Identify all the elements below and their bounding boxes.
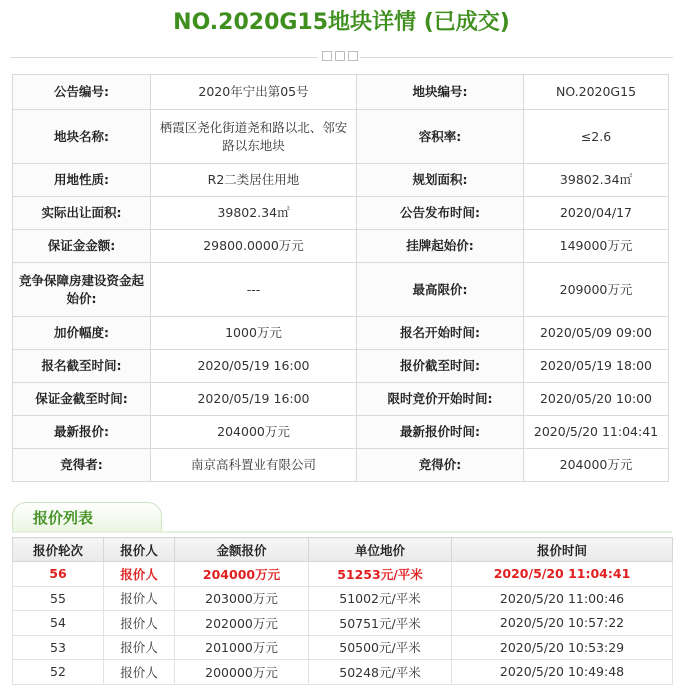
- start-price-label: 挂牌起始价:: [357, 230, 524, 263]
- quote-time: 2020/5/20 11:00:46: [452, 586, 673, 611]
- quote-bidder: 报价人: [104, 660, 175, 685]
- quote-bidder: 报价人: [104, 562, 175, 587]
- table-row: [13, 562, 673, 587]
- latest-bid-value: 204000万元: [151, 416, 357, 449]
- quote-amount: 202000万元: [175, 611, 309, 636]
- detail-row: [13, 197, 669, 230]
- detail-row: [13, 110, 669, 164]
- quote-time: 2020/5/20 11:04:41: [452, 562, 673, 587]
- title-divider-dots: [322, 51, 358, 63]
- detail-row: [13, 449, 669, 482]
- publish-date-value: 2020/04/17: [524, 197, 669, 230]
- housing-fund-start-value: ---: [151, 263, 357, 317]
- registration-end-label: 报名截至时间:: [13, 350, 151, 383]
- table-row: [13, 660, 673, 685]
- winner-label: 竞得者:: [13, 449, 151, 482]
- housing-fund-start-label: 竞争保障房建设资金起始价:: [13, 263, 151, 317]
- quote-unit-price: 50500元/平米: [309, 635, 452, 660]
- detail-row: [13, 75, 669, 110]
- col-header-time: 报价时间: [452, 538, 673, 562]
- registration-end-value: 2020/05/19 16:00: [151, 350, 357, 383]
- quote-round: 55: [13, 586, 104, 611]
- detail-row: [13, 230, 669, 263]
- divider-square-icon: [335, 51, 345, 61]
- land-use-label: 用地性质:: [13, 164, 151, 197]
- quote-round: 56: [13, 562, 104, 587]
- latest-bid-time-label: 最新报价时间:: [357, 416, 524, 449]
- quote-list-table: [12, 537, 673, 685]
- detail-row: [13, 263, 669, 317]
- tab-underline: [12, 531, 672, 533]
- detail-row: [13, 416, 669, 449]
- quote-amount: 204000万元: [175, 562, 309, 587]
- increment-label: 加价幅度:: [13, 317, 151, 350]
- tab-quote-list[interactable]: 报价列表: [12, 502, 162, 532]
- plot-ratio-label: 容积率:: [357, 110, 524, 164]
- parcel-no-label: 地块编号:: [357, 75, 524, 110]
- col-header-round: 报价轮次: [13, 538, 104, 562]
- land-use-value: R2二类居住用地: [151, 164, 357, 197]
- quote-header-row: [13, 538, 673, 562]
- quote-time: 2020/5/20 10:49:48: [452, 660, 673, 685]
- parcel-no-value: NO.2020G15: [524, 75, 669, 110]
- quote-bidder: 报价人: [104, 611, 175, 636]
- parcel-name-value: 栖霞区尧化街道尧和路以北、邻安路以东地块: [151, 110, 357, 164]
- detail-row: [13, 350, 669, 383]
- divider-square-icon: [322, 51, 332, 61]
- increment-value: 1000万元: [151, 317, 357, 350]
- planned-area-value: 39802.34㎡: [524, 164, 669, 197]
- bid-end-label: 报价截至时间:: [357, 350, 524, 383]
- registration-start-label: 报名开始时间:: [357, 317, 524, 350]
- quote-round: 53: [13, 635, 104, 660]
- col-header-amount: 金额报价: [175, 538, 309, 562]
- timed-bid-start-label: 限时竞价开始时间:: [357, 383, 524, 416]
- quote-time: 2020/5/20 10:57:22: [452, 611, 673, 636]
- winning-price-label: 竞得价:: [357, 449, 524, 482]
- quote-time: 2020/5/20 10:53:29: [452, 635, 673, 660]
- timed-bid-start-value: 2020/05/20 10:00: [524, 383, 669, 416]
- publish-date-label: 公告发布时间:: [357, 197, 524, 230]
- detail-row: [13, 317, 669, 350]
- quote-bidder: 报价人: [104, 635, 175, 660]
- actual-area-label: 实际出让面积:: [13, 197, 151, 230]
- quote-round: 52: [13, 660, 104, 685]
- max-price-label: 最高限价:: [357, 263, 524, 317]
- title-divider-right: [360, 57, 673, 58]
- title-divider-left: [10, 57, 318, 58]
- winner-value: 南京高科置业有限公司: [151, 449, 357, 482]
- deposit-deadline-label: 保证金截至时间:: [13, 383, 151, 416]
- land-detail-table: [12, 74, 669, 482]
- actual-area-value: 39802.34㎡: [151, 197, 357, 230]
- planned-area-label: 规划面积:: [357, 164, 524, 197]
- col-header-unit-price: 单位地价: [309, 538, 452, 562]
- quote-amount: 203000万元: [175, 586, 309, 611]
- max-price-value: 209000万元: [524, 263, 669, 317]
- deposit-deadline-value: 2020/05/19 16:00: [151, 383, 357, 416]
- deposit-label: 保证金金额:: [13, 230, 151, 263]
- latest-bid-time-value: 2020/5/20 11:04:41: [524, 416, 669, 449]
- winning-price-value: 204000万元: [524, 449, 669, 482]
- quote-amount: 201000万元: [175, 635, 309, 660]
- registration-start-value: 2020/05/09 09:00: [524, 317, 669, 350]
- detail-row: [13, 383, 669, 416]
- quote-unit-price: 50751元/平米: [309, 611, 452, 636]
- detail-row: [13, 164, 669, 197]
- quote-unit-price: 50248元/平米: [309, 660, 452, 685]
- bid-end-value: 2020/05/19 18:00: [524, 350, 669, 383]
- deposit-value: 29800.0000万元: [151, 230, 357, 263]
- table-row: [13, 586, 673, 611]
- quote-bidder: 报价人: [104, 586, 175, 611]
- announcement-no-label: 公告编号:: [13, 75, 151, 110]
- latest-bid-label: 最新报价:: [13, 416, 151, 449]
- quote-round: 54: [13, 611, 104, 636]
- table-row: [13, 635, 673, 660]
- page-title: NO.2020G15地块详情 (已成交): [173, 10, 510, 35]
- start-price-value: 149000万元: [524, 230, 669, 263]
- announcement-no-value: 2020年宁出第05号: [151, 75, 357, 110]
- col-header-bidder: 报价人: [104, 538, 175, 562]
- plot-ratio-value: ≤2.6: [524, 110, 669, 164]
- parcel-name-label: 地块名称:: [13, 110, 151, 164]
- table-row: [13, 611, 673, 636]
- quote-amount: 200000万元: [175, 660, 309, 685]
- divider-square-icon: [348, 51, 358, 61]
- quote-unit-price: 51002元/平米: [309, 586, 452, 611]
- quote-unit-price: 51253元/平米: [309, 562, 452, 587]
